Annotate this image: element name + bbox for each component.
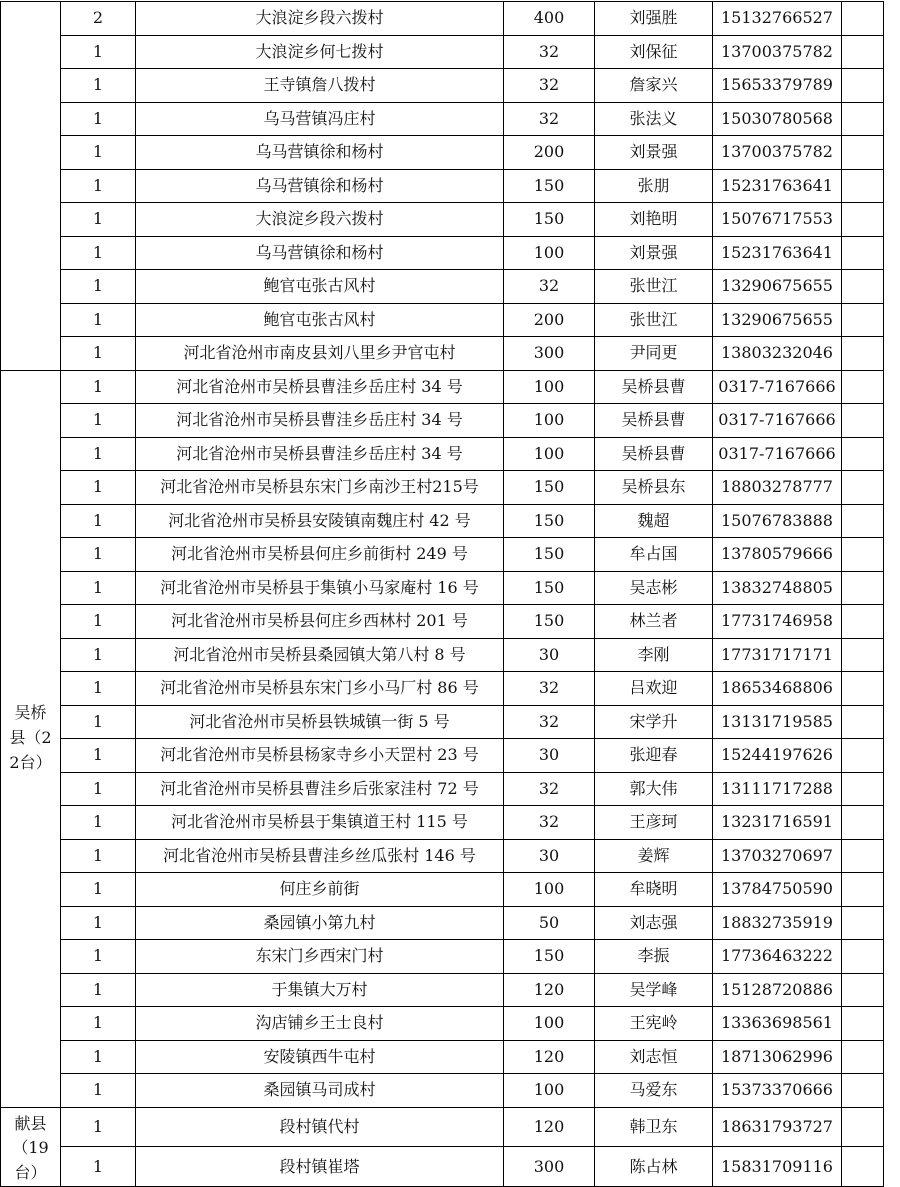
address-cell: 河北省沧州市吴桥县曹洼乡丝瓜张村 146 号 <box>136 839 504 873</box>
note-cell <box>842 973 884 1007</box>
contact-cell: 李振 <box>595 940 713 974</box>
contact-cell: 牟占国 <box>595 538 713 572</box>
contact-cell: 张法义 <box>595 102 713 136</box>
power-cell: 150 <box>504 605 595 639</box>
note-cell <box>842 739 884 773</box>
quantity-cell: 1 <box>61 236 136 270</box>
contact-cell: 马爱东 <box>595 1074 713 1108</box>
power-cell: 150 <box>504 169 595 203</box>
contact-cell: 姜辉 <box>595 839 713 873</box>
phone-cell: 17731717171 <box>713 638 842 672</box>
address-cell: 桑园镇马司成村 <box>136 1074 504 1108</box>
note-cell <box>842 2 884 36</box>
quantity-cell: 1 <box>61 739 136 773</box>
note-cell <box>842 203 884 237</box>
quantity-cell: 1 <box>61 571 136 605</box>
address-cell: 乌马营镇冯庄村 <box>136 102 504 136</box>
address-cell: 乌马营镇徐和杨村 <box>136 136 504 170</box>
quantity-cell: 1 <box>61 370 136 404</box>
contact-cell: 尹同更 <box>595 337 713 371</box>
table-row <box>1 370 884 404</box>
table-row <box>1 873 884 907</box>
table-row <box>1 270 884 304</box>
quantity-cell: 2 <box>61 2 136 36</box>
quantity-cell: 1 <box>61 1040 136 1074</box>
phone-cell: 13832748805 <box>713 571 842 605</box>
address-cell: 河北省沧州市吴桥县铁城镇一街 5 号 <box>136 705 504 739</box>
note-cell <box>842 169 884 203</box>
phone-cell: 17736463222 <box>713 940 842 974</box>
power-cell: 150 <box>504 538 595 572</box>
note-cell <box>842 1040 884 1074</box>
phone-cell: 15076783888 <box>713 504 842 538</box>
table-row <box>1 35 884 69</box>
table-row <box>1 1007 884 1041</box>
table-row <box>1 102 884 136</box>
table-row <box>1 638 884 672</box>
note-cell <box>842 136 884 170</box>
table-row <box>1 69 884 103</box>
table-row <box>1 739 884 773</box>
quantity-cell: 1 <box>61 471 136 505</box>
power-cell: 300 <box>504 1147 595 1187</box>
power-cell: 32 <box>504 772 595 806</box>
quantity-cell: 1 <box>61 1074 136 1108</box>
county-label: 吴桥县（22台） <box>9 703 52 772</box>
county-label: 献县（19台） <box>12 1113 49 1183</box>
contact-cell: 王宪岭 <box>595 1007 713 1041</box>
power-cell: 100 <box>504 1074 595 1108</box>
power-cell: 30 <box>504 638 595 672</box>
power-cell: 100 <box>504 437 595 471</box>
note-cell <box>842 605 884 639</box>
phone-cell: 18713062996 <box>713 1040 842 1074</box>
power-cell: 400 <box>504 2 595 36</box>
note-cell <box>842 270 884 304</box>
contact-cell: 魏超 <box>595 504 713 538</box>
address-cell: 王寺镇詹八拨村 <box>136 69 504 103</box>
contact-cell: 李刚 <box>595 638 713 672</box>
contact-cell: 王彦珂 <box>595 806 713 840</box>
note-cell <box>842 236 884 270</box>
address-cell: 乌马营镇徐和杨村 <box>136 169 504 203</box>
power-cell: 100 <box>504 873 595 907</box>
note-cell <box>842 839 884 873</box>
phone-cell: 0317-7167666 <box>713 370 842 404</box>
quantity-cell: 1 <box>61 303 136 337</box>
power-cell: 32 <box>504 270 595 304</box>
phone-cell: 18653468806 <box>713 672 842 706</box>
table-row <box>1 940 884 974</box>
address-cell: 河北省沧州市吴桥县何庄乡前街村 249 号 <box>136 538 504 572</box>
address-cell: 大浪淀乡段六拨村 <box>136 2 504 36</box>
phone-cell: 18832735919 <box>713 906 842 940</box>
table-row <box>1 605 884 639</box>
contact-cell: 韩卫东 <box>595 1107 713 1147</box>
quantity-cell: 1 <box>61 672 136 706</box>
address-cell: 鲍官屯张古风村 <box>136 270 504 304</box>
address-cell: 安陵镇西牛屯村 <box>136 1040 504 1074</box>
table-row <box>1 538 884 572</box>
quantity-cell: 1 <box>61 705 136 739</box>
phone-cell: 15373370666 <box>713 1074 842 1108</box>
address-cell: 河北省沧州市吴桥县杨家寺乡小天罡村 23 号 <box>136 739 504 773</box>
note-cell <box>842 102 884 136</box>
note-cell <box>842 471 884 505</box>
note-cell <box>842 940 884 974</box>
table-row <box>1 169 884 203</box>
note-cell <box>842 806 884 840</box>
note-cell <box>842 404 884 438</box>
quantity-cell: 1 <box>61 839 136 873</box>
note-cell <box>842 1107 884 1147</box>
phone-cell: 13784750590 <box>713 873 842 907</box>
power-cell: 32 <box>504 102 595 136</box>
table-row <box>1 571 884 605</box>
address-cell: 河北省沧州市吴桥县曹洼乡岳庄村 34 号 <box>136 437 504 471</box>
power-cell: 300 <box>504 337 595 371</box>
table-body <box>1 2 884 1187</box>
quantity-cell: 1 <box>61 437 136 471</box>
power-cell: 100 <box>504 370 595 404</box>
quantity-cell: 1 <box>61 538 136 572</box>
table-row <box>1 1074 884 1108</box>
address-cell: 乌马营镇徐和杨村 <box>136 236 504 270</box>
contact-cell: 刘景强 <box>595 136 713 170</box>
phone-cell: 0317-7167666 <box>713 404 842 438</box>
quantity-cell: 1 <box>61 873 136 907</box>
quantity-cell: 1 <box>61 337 136 371</box>
contact-cell: 刘艳明 <box>595 203 713 237</box>
power-cell: 200 <box>504 136 595 170</box>
contact-cell: 吴桥县曹 <box>595 437 713 471</box>
table-row <box>1 136 884 170</box>
table-row <box>1 337 884 371</box>
contact-cell: 张迎春 <box>595 739 713 773</box>
quantity-cell: 1 <box>61 136 136 170</box>
power-cell: 100 <box>504 1007 595 1041</box>
note-cell <box>842 705 884 739</box>
phone-cell: 15831709116 <box>713 1147 842 1187</box>
contact-cell: 陈占林 <box>595 1147 713 1187</box>
phone-cell: 15244197626 <box>713 739 842 773</box>
phone-cell: 13290675655 <box>713 270 842 304</box>
phone-cell: 13803232046 <box>713 337 842 371</box>
power-cell: 150 <box>504 471 595 505</box>
phone-cell: 15128720886 <box>713 973 842 1007</box>
power-cell: 32 <box>504 69 595 103</box>
phone-cell: 18631793727 <box>713 1107 842 1147</box>
contact-cell: 张世江 <box>595 270 713 304</box>
table-row <box>1 973 884 1007</box>
phone-cell: 17731746958 <box>713 605 842 639</box>
contact-cell: 吴桥县东 <box>595 471 713 505</box>
power-cell: 150 <box>504 504 595 538</box>
table-row <box>1 437 884 471</box>
table-row <box>1 672 884 706</box>
phone-cell: 18803278777 <box>713 471 842 505</box>
quantity-cell: 1 <box>61 638 136 672</box>
county-cell <box>1 2 61 371</box>
contact-cell: 张世江 <box>595 303 713 337</box>
contact-cell: 吴学峰 <box>595 973 713 1007</box>
table-row <box>1 1040 884 1074</box>
address-cell: 河北省沧州市吴桥县于集镇道王村 115 号 <box>136 806 504 840</box>
contact-cell: 刘保征 <box>595 35 713 69</box>
power-cell: 32 <box>504 672 595 706</box>
contact-cell: 刘志强 <box>595 906 713 940</box>
power-cell: 100 <box>504 404 595 438</box>
address-cell: 段村镇崔塔 <box>136 1147 504 1187</box>
quantity-cell: 1 <box>61 1007 136 1041</box>
note-cell <box>842 1074 884 1108</box>
power-cell: 30 <box>504 839 595 873</box>
address-cell: 何庄乡前街 <box>136 873 504 907</box>
address-cell: 河北省沧州市吴桥县何庄乡西林村 201 号 <box>136 605 504 639</box>
quantity-cell: 1 <box>61 404 136 438</box>
contact-cell: 刘强胜 <box>595 2 713 36</box>
contact-cell: 吴桥县曹 <box>595 370 713 404</box>
address-cell: 段村镇代村 <box>136 1107 504 1147</box>
phone-cell: 13111717288 <box>713 772 842 806</box>
note-cell <box>842 303 884 337</box>
address-cell: 鲍官屯张古风村 <box>136 303 504 337</box>
address-cell: 于集镇大万村 <box>136 973 504 1007</box>
power-cell: 30 <box>504 739 595 773</box>
address-cell: 沟店铺乡王士良村 <box>136 1007 504 1041</box>
county-cell <box>1 1107 61 1186</box>
power-cell: 150 <box>504 203 595 237</box>
power-cell: 150 <box>504 571 595 605</box>
contact-cell: 郭大伟 <box>595 772 713 806</box>
quantity-cell: 1 <box>61 270 136 304</box>
contact-cell: 吴桥县曹 <box>595 404 713 438</box>
phone-cell: 15231763641 <box>713 236 842 270</box>
power-cell: 100 <box>504 236 595 270</box>
power-cell: 50 <box>504 906 595 940</box>
generator-list-table <box>0 1 884 1187</box>
quantity-cell: 1 <box>61 973 136 1007</box>
note-cell <box>842 906 884 940</box>
phone-cell: 15030780568 <box>713 102 842 136</box>
address-cell: 河北省沧州市吴桥县曹洼乡后张家洼村 72 号 <box>136 772 504 806</box>
phone-cell: 13363698561 <box>713 1007 842 1041</box>
note-cell <box>842 1147 884 1187</box>
phone-cell: 15132766527 <box>713 2 842 36</box>
quantity-cell: 1 <box>61 772 136 806</box>
phone-cell: 13700375782 <box>713 35 842 69</box>
phone-cell: 13703270697 <box>713 839 842 873</box>
note-cell <box>842 772 884 806</box>
power-cell: 120 <box>504 973 595 1007</box>
address-cell: 河北省沧州市吴桥县东宋门乡小马厂村 86 号 <box>136 672 504 706</box>
table-row <box>1 303 884 337</box>
note-cell <box>842 69 884 103</box>
contact-cell: 吴志彬 <box>595 571 713 605</box>
table-row <box>1 906 884 940</box>
phone-cell: 13780579666 <box>713 538 842 572</box>
address-cell: 河北省沧州市吴桥县桑园镇大第八村 8 号 <box>136 638 504 672</box>
address-cell: 河北省沧州市吴桥县安陵镇南魏庄村 42 号 <box>136 504 504 538</box>
table-row <box>1 1107 884 1147</box>
county-cell <box>1 370 61 1107</box>
phone-cell: 15076717553 <box>713 203 842 237</box>
quantity-cell: 1 <box>61 906 136 940</box>
address-cell: 东宋门乡西宋门村 <box>136 940 504 974</box>
quantity-cell: 1 <box>61 35 136 69</box>
note-cell <box>842 571 884 605</box>
phone-cell: 15231763641 <box>713 169 842 203</box>
quantity-cell: 1 <box>61 169 136 203</box>
quantity-cell: 1 <box>61 940 136 974</box>
table-row <box>1 471 884 505</box>
quantity-cell: 1 <box>61 69 136 103</box>
address-cell: 河北省沧州市吴桥县曹洼乡岳庄村 34 号 <box>136 404 504 438</box>
power-cell: 150 <box>504 940 595 974</box>
phone-cell: 13131719585 <box>713 705 842 739</box>
note-cell <box>842 672 884 706</box>
note-cell <box>842 1007 884 1041</box>
contact-cell: 吕欢迎 <box>595 672 713 706</box>
phone-cell: 13290675655 <box>713 303 842 337</box>
table-row <box>1 772 884 806</box>
power-cell: 120 <box>504 1040 595 1074</box>
contact-cell: 宋学升 <box>595 705 713 739</box>
phone-cell: 15653379789 <box>713 69 842 103</box>
quantity-cell: 1 <box>61 1107 136 1147</box>
power-cell: 200 <box>504 303 595 337</box>
quantity-cell: 1 <box>61 806 136 840</box>
power-cell: 32 <box>504 35 595 69</box>
table-row <box>1 2 884 36</box>
contact-cell: 刘景强 <box>595 236 713 270</box>
address-cell: 河北省沧州市吴桥县曹洼乡岳庄村 34 号 <box>136 370 504 404</box>
phone-cell: 13700375782 <box>713 136 842 170</box>
quantity-cell: 1 <box>61 504 136 538</box>
note-cell <box>842 538 884 572</box>
table-row <box>1 839 884 873</box>
note-cell <box>842 504 884 538</box>
table-row <box>1 404 884 438</box>
note-cell <box>842 437 884 471</box>
address-cell: 大浪淀乡何七拨村 <box>136 35 504 69</box>
address-cell: 大浪淀乡段六拨村 <box>136 203 504 237</box>
table-row <box>1 504 884 538</box>
note-cell <box>842 35 884 69</box>
table-row <box>1 1147 884 1187</box>
phone-cell: 13231716591 <box>713 806 842 840</box>
quantity-cell: 1 <box>61 605 136 639</box>
note-cell <box>842 370 884 404</box>
table-row <box>1 203 884 237</box>
contact-cell: 詹家兴 <box>595 69 713 103</box>
contact-cell: 林兰者 <box>595 605 713 639</box>
note-cell <box>842 638 884 672</box>
contact-cell: 牟晓明 <box>595 873 713 907</box>
note-cell <box>842 873 884 907</box>
power-cell: 32 <box>504 705 595 739</box>
address-cell: 桑园镇小第九村 <box>136 906 504 940</box>
table-row <box>1 806 884 840</box>
quantity-cell: 1 <box>61 1147 136 1187</box>
contact-cell: 张朋 <box>595 169 713 203</box>
address-cell: 河北省沧州市南皮县刘八里乡尹官屯村 <box>136 337 504 371</box>
address-cell: 河北省沧州市吴桥县东宋门乡南沙王村215号 <box>136 471 504 505</box>
note-cell <box>842 337 884 371</box>
quantity-cell: 1 <box>61 102 136 136</box>
table-row <box>1 236 884 270</box>
power-cell: 32 <box>504 806 595 840</box>
contact-cell: 刘志恒 <box>595 1040 713 1074</box>
table-row <box>1 705 884 739</box>
power-cell: 120 <box>504 1107 595 1147</box>
quantity-cell: 1 <box>61 203 136 237</box>
phone-cell: 0317-7167666 <box>713 437 842 471</box>
address-cell: 河北省沧州市吴桥县于集镇小马家庵村 16 号 <box>136 571 504 605</box>
